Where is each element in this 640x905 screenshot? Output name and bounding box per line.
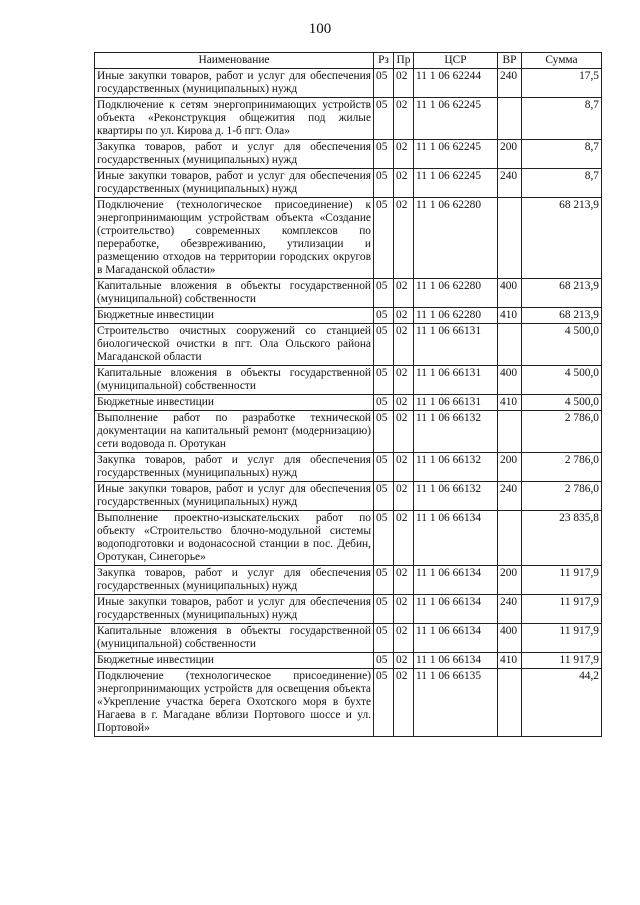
- cell-csr: 11 1 06 62245: [414, 140, 498, 169]
- cell-pr: 02: [394, 566, 414, 595]
- header-csr: ЦСР: [414, 53, 498, 69]
- header-name: Наименование: [95, 53, 374, 69]
- cell-pr: 02: [394, 395, 414, 411]
- cell-name: Иные закупки товаров, работ и услуг для обеспечения государственных (муниципальных) нужд: [95, 482, 374, 511]
- table-row: [95, 169, 602, 198]
- cell-pr: 02: [394, 366, 414, 395]
- cell-name: Выполнение работ по разработке технической документации на капитальный ремонт (модернизацию) сети водовода п. Оротукан: [95, 411, 374, 453]
- cell-rz: 05: [374, 98, 394, 140]
- cell-sum: 4 500,0: [522, 395, 602, 411]
- cell-pr: 02: [394, 482, 414, 511]
- cell-sum: 2 786,0: [522, 453, 602, 482]
- cell-name: Иные закупки товаров, работ и услуг для обеспечения государственных (муниципальных) нужд: [95, 69, 374, 98]
- cell-vr: 200: [498, 140, 522, 169]
- cell-csr: 11 1 06 66131: [414, 395, 498, 411]
- cell-rz: 05: [374, 198, 394, 279]
- table-row: [95, 395, 602, 411]
- cell-name: Капитальные вложения в объекты государственной (муниципальной) собственности: [95, 366, 374, 395]
- cell-vr: 410: [498, 308, 522, 324]
- cell-csr: 11 1 06 62245: [414, 98, 498, 140]
- cell-vr: [498, 324, 522, 366]
- cell-rz: 05: [374, 653, 394, 669]
- cell-sum: 68 213,9: [522, 198, 602, 279]
- cell-sum: 11 917,9: [522, 624, 602, 653]
- cell-csr: 11 1 06 62244: [414, 69, 498, 98]
- cell-pr: 02: [394, 324, 414, 366]
- cell-name: Иные закупки товаров, работ и услуг для обеспечения государственных (муниципальных) нужд: [95, 595, 374, 624]
- cell-csr: 11 1 06 66134: [414, 511, 498, 566]
- cell-name: Закупка товаров, работ и услуг для обеспечения государственных (муниципальных) нужд: [95, 453, 374, 482]
- cell-rz: 05: [374, 411, 394, 453]
- cell-pr: 02: [394, 140, 414, 169]
- page-number: 100: [308, 21, 332, 37]
- cell-vr: 200: [498, 453, 522, 482]
- table-header-row: [95, 53, 602, 69]
- cell-sum: 17,5: [522, 69, 602, 98]
- cell-rz: 05: [374, 395, 394, 411]
- cell-csr: 11 1 06 66134: [414, 624, 498, 653]
- table-row: [95, 566, 602, 595]
- cell-rz: 05: [374, 482, 394, 511]
- cell-pr: 02: [394, 595, 414, 624]
- cell-name: Капитальные вложения в объекты государственной (муниципальной) собственности: [95, 624, 374, 653]
- cell-name: Бюджетные инвестиции: [95, 308, 374, 324]
- header-rz: Рз: [374, 53, 394, 69]
- cell-pr: 02: [394, 98, 414, 140]
- table-row: [95, 324, 602, 366]
- table-row: [95, 198, 602, 279]
- header-vr: ВР: [498, 53, 522, 69]
- table-row: [95, 140, 602, 169]
- table-body: [95, 69, 602, 737]
- cell-csr: 11 1 06 66131: [414, 366, 498, 395]
- cell-vr: [498, 669, 522, 737]
- cell-csr: 11 1 06 66132: [414, 411, 498, 453]
- cell-rz: 05: [374, 366, 394, 395]
- cell-rz: 05: [374, 453, 394, 482]
- table-row: [95, 482, 602, 511]
- cell-name: Бюджетные инвестиции: [95, 653, 374, 669]
- table-row: [95, 511, 602, 566]
- cell-pr: 02: [394, 624, 414, 653]
- cell-pr: 02: [394, 308, 414, 324]
- cell-sum: 8,7: [522, 98, 602, 140]
- cell-rz: 05: [374, 308, 394, 324]
- cell-name: Закупка товаров, работ и услуг для обеспечения государственных (муниципальных) нужд: [95, 140, 374, 169]
- cell-name: Подключение к сетям энергопринимающих устройств объекта «Реконструкция общежития под жилые квартиры по ул. Кирова д. 1-б пгт. Ола»: [95, 98, 374, 140]
- cell-vr: 400: [498, 279, 522, 308]
- cell-rz: 05: [374, 140, 394, 169]
- cell-pr: 02: [394, 69, 414, 98]
- table-row: [95, 366, 602, 395]
- cell-sum: 8,7: [522, 169, 602, 198]
- cell-sum: 2 786,0: [522, 482, 602, 511]
- cell-vr: 410: [498, 653, 522, 669]
- table-row: [95, 653, 602, 669]
- cell-name: Строительство очистных сооружений со станцией биологической очистки в пгт. Ола Ольского района Магаданской области: [95, 324, 374, 366]
- cell-vr: [498, 411, 522, 453]
- cell-vr: 240: [498, 595, 522, 624]
- cell-sum: 11 917,9: [522, 653, 602, 669]
- cell-pr: 02: [394, 453, 414, 482]
- cell-csr: 11 1 06 66134: [414, 653, 498, 669]
- cell-vr: 240: [498, 169, 522, 198]
- cell-name: Подключение (технологическое присоединение) к энергопринимающим устройствам объекта «Создание (строительство) современных комплексов по переработке, обезвреживанию, утилизации и размещению отходов на территории городских округов в Магаданской области»: [95, 198, 374, 279]
- cell-csr: 11 1 06 62280: [414, 279, 498, 308]
- cell-csr: 11 1 06 66135: [414, 669, 498, 737]
- cell-sum: 11 917,9: [522, 595, 602, 624]
- header-pr: Пр: [394, 53, 414, 69]
- cell-rz: 05: [374, 279, 394, 308]
- header-sum: Сумма: [522, 53, 602, 69]
- cell-csr: 11 1 06 66134: [414, 566, 498, 595]
- cell-csr: 11 1 06 66132: [414, 453, 498, 482]
- cell-rz: 05: [374, 669, 394, 737]
- cell-csr: 11 1 06 62245: [414, 169, 498, 198]
- cell-vr: [498, 98, 522, 140]
- cell-name: Закупка товаров, работ и услуг для обеспечения государственных (муниципальных) нужд: [95, 566, 374, 595]
- cell-vr: 400: [498, 624, 522, 653]
- table-row: [95, 624, 602, 653]
- cell-name: Выполнение проектно-изыскательских работ по объекту «Строительство блочно-модульной системы водоподготовки и водонасосной станции в пос. Дебин, Оротукан, Синегорье»: [95, 511, 374, 566]
- cell-rz: 05: [374, 69, 394, 98]
- cell-rz: 05: [374, 624, 394, 653]
- cell-csr: 11 1 06 66134: [414, 595, 498, 624]
- cell-vr: 240: [498, 69, 522, 98]
- cell-vr: 400: [498, 366, 522, 395]
- cell-pr: 02: [394, 511, 414, 566]
- cell-rz: 05: [374, 566, 394, 595]
- cell-vr: 200: [498, 566, 522, 595]
- cell-rz: 05: [374, 511, 394, 566]
- cell-pr: 02: [394, 653, 414, 669]
- cell-sum: 68 213,9: [522, 279, 602, 308]
- table-row: [95, 595, 602, 624]
- cell-name: Капитальные вложения в объекты государственной (муниципальной) собственности: [95, 279, 374, 308]
- table-row: [95, 411, 602, 453]
- cell-csr: 11 1 06 62280: [414, 308, 498, 324]
- cell-csr: 11 1 06 66131: [414, 324, 498, 366]
- cell-name: Иные закупки товаров, работ и услуг для обеспечения государственных (муниципальных) нужд: [95, 169, 374, 198]
- cell-vr: [498, 511, 522, 566]
- cell-vr: 410: [498, 395, 522, 411]
- cell-csr: 11 1 06 62280: [414, 198, 498, 279]
- budget-table: [94, 52, 602, 737]
- table-row: [95, 453, 602, 482]
- cell-csr: 11 1 06 66132: [414, 482, 498, 511]
- table-row: [95, 98, 602, 140]
- cell-pr: 02: [394, 169, 414, 198]
- cell-vr: [498, 198, 522, 279]
- cell-sum: 68 213,9: [522, 308, 602, 324]
- cell-rz: 05: [374, 169, 394, 198]
- table-row: [95, 308, 602, 324]
- cell-pr: 02: [394, 411, 414, 453]
- cell-pr: 02: [394, 279, 414, 308]
- cell-vr: 240: [498, 482, 522, 511]
- table-row: [95, 669, 602, 737]
- cell-name: Бюджетные инвестиции: [95, 395, 374, 411]
- cell-sum: 8,7: [522, 140, 602, 169]
- cell-rz: 05: [374, 595, 394, 624]
- table-row: [95, 69, 602, 98]
- cell-sum: 4 500,0: [522, 324, 602, 366]
- cell-pr: 02: [394, 198, 414, 279]
- cell-sum: 23 835,8: [522, 511, 602, 566]
- cell-name: Подключение (технологическое присоединение) энергопринимающих устройств для освещения объекта «Укрепление участка берега Охотского моря в бухте Нагаева в г. Магадане вблизи Портового шоссе и ул. Портовой»: [95, 669, 374, 737]
- cell-rz: 05: [374, 324, 394, 366]
- cell-sum: 11 917,9: [522, 566, 602, 595]
- cell-sum: 2 786,0: [522, 411, 602, 453]
- cell-sum: 44,2: [522, 669, 602, 737]
- cell-sum: 4 500,0: [522, 366, 602, 395]
- table-row: [95, 279, 602, 308]
- cell-pr: 02: [394, 669, 414, 737]
